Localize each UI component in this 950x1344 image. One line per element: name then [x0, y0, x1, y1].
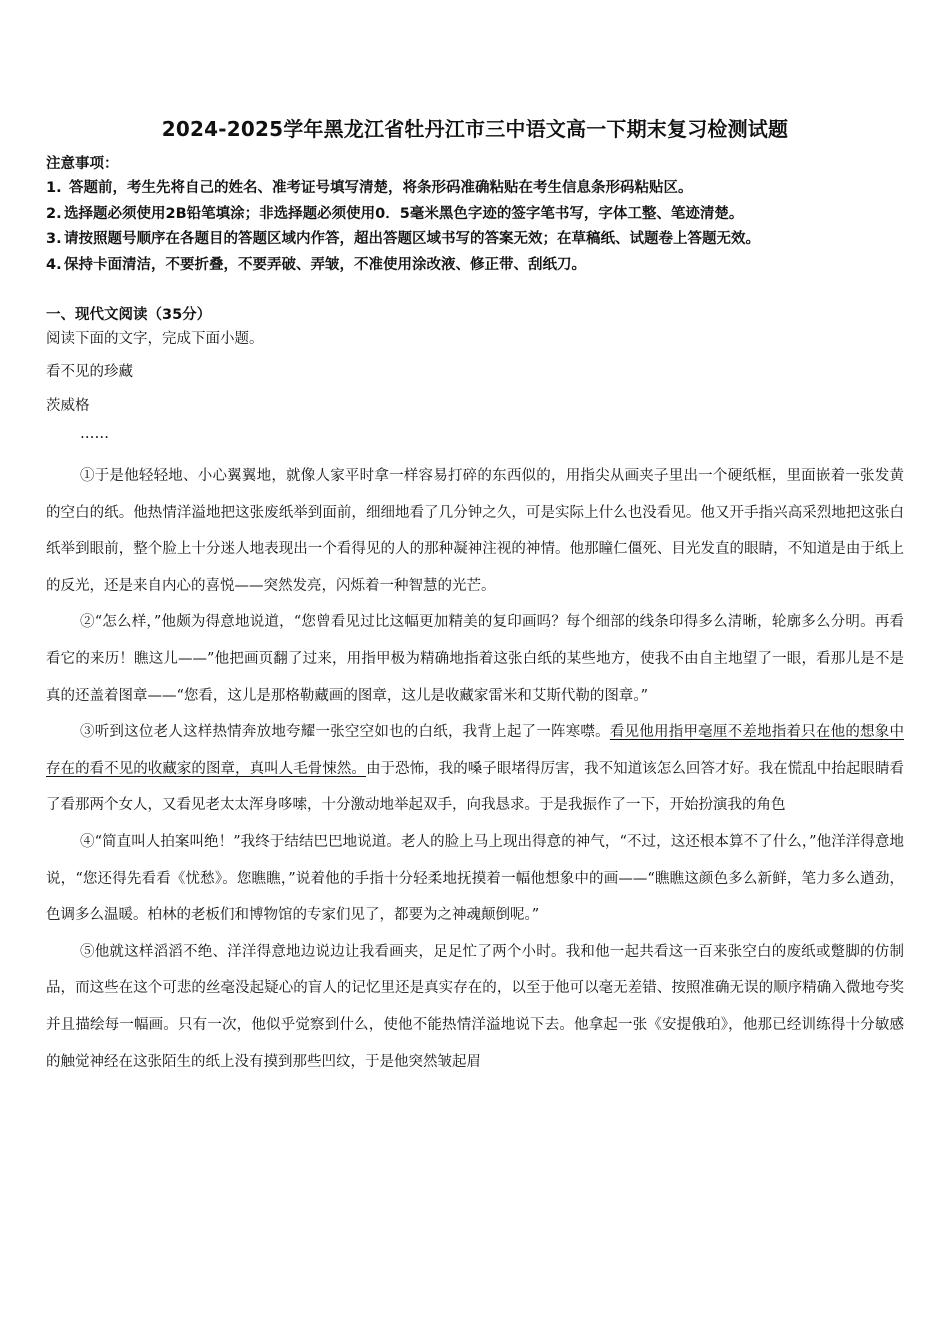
notice-item-text: 选择题必须使用2B铅笔填涂；非选择题必须使用0．5毫米黑色字迹的签字笔书写，字体工整、笔迹清楚。 — [64, 205, 744, 222]
paragraph-3-start: ③听到这位老人这样热情奔放地夸耀一张空空如也的白纸，我背上起了一阵寒噤。 — [80, 724, 610, 741]
notice-item-number: 4. — [46, 256, 62, 273]
paragraph-3-end: 由于恐怖，我的嗓子眼堵得厉害，我不知道该怎么回答才好。我在慌乱中抬起眼睛看了看那两个女人，又看见老太太浑身哆嗦，十分激动地举起双手，向我恳求。于是我振作了一下，开始扮演我的角色 — [46, 760, 905, 814]
notice-item — [46, 202, 916, 228]
paragraph-4: ④“简直叫人拍案叫绝！”我终于结结巴巴地说道。老人的脸上马上现出得意的神气，“不过，这还根本算不了什么，”他洋洋得意地说，“您还得先看看《忧愁》。您瞧瞧，”说着他的手指十分轻柔地抚摸着一幅他想象中的画——“瞧瞧这颜色多么新鲜，笔力多么遒劲，色调多么温暖。柏林的老板们和博物馆的专家们见了，都要为之神魂颠倒呢。” — [46, 833, 904, 924]
paragraph-3 — [46, 714, 904, 824]
article-body — [46, 458, 904, 1080]
notice-item-text: 保持卡面清洁，不要折叠，不要弄破、弄皱，不准使用涂改液、修正带、刮纸刀。 — [64, 256, 586, 273]
article-author: 茨威格 — [46, 398, 90, 414]
notice-item-text: 请按照题号顺序在各题目的答题区域内作答，超出答题区域书写的答案无效；在草稿纸、试题卷上答题无效。 — [64, 231, 760, 247]
notice-item-number: 1. — [46, 180, 62, 196]
notice-item-number: 2. — [46, 205, 62, 222]
notice-item — [46, 176, 916, 202]
paragraph-2: ②“怎么样，”他颇为得意地说道，“您曾看见过比这幅更加精美的复印画吗？每个细部的线条印得多么清晰，轮廓多么分明。再看看它的来历！瞧这儿——”他把画页翻了过来，用指甲极为精确地指着这张白纸的某些地方，使我不由自主地望了一眼，看那儿是不是真的还盖着图章——“您看，这儿是那格勒藏画的图章，这儿是收藏家雷米和艾斯代勒的图章。” — [46, 614, 904, 704]
notice-item-number: 3. — [46, 231, 62, 247]
paragraph-5: ⑤他就这样滔滔不绝、洋洋得意地边说边让我看画夹，足足忙了两个小时。我和他一起共看这一百来张空白的废纸或蹩脚的仿制品，而这些在这个可悲的丝毫没起疑心的盲人的记忆里还是真实存在的，以至于他可以毫无差错、按照准确无误的顺序精确入微地夸奖并且描绘每一幅画。只有一次，他似乎觉察到什么，使他不能热情洋溢地说下去。他拿起一张《安提俄珀》，他那已经训练得十分敏感的触觉神经在这张陌生的纸上没有摸到那些凹纹，于是他突然皱起眉 — [46, 943, 904, 1070]
notice-item — [46, 253, 916, 279]
article-title: 看不见的珍藏 — [46, 364, 133, 380]
underlined-sentence: 看见他用指甲毫厘不差地指着只在他的想象中存在的看不见的收藏家的图章，真叫人毛骨悚然。 — [46, 724, 905, 777]
article-ellipsis: …… — [80, 426, 109, 442]
notice-list — [46, 176, 916, 278]
exam-title: 2024-2025学年黑龙江省牡丹江市三中语文高一下期末复习检测试题 — [161, 117, 789, 141]
notice-item — [46, 227, 916, 253]
reading-instruction: 阅读下面的文字，完成下面小题。 — [46, 331, 264, 347]
paragraph-1: ①于是他轻轻地、小心翼翼地，就像人家平时拿一样容易打碎的东西似的，用指尖从画夹子里出一个硬纸框，里面嵌着一张发黄的空白的纸。他热情洋溢地把这张废纸举到面前，细细地看了几分钟之久，可是实际上什么也没看见。他又开手指兴高采烈地把这张白纸举到眼前，整个脸上十分迷人地表现出一个看得见的人的那种凝神注视的神情。他那瞳仁僵死、目光发直的眼睛，不知道是由于纸上的反光，还是来自内心的喜悦——突然发亮，闪烁着一种智慧的光芒。 — [46, 468, 904, 594]
notice-item-text: 答题前，考生先将自己的姓名、准考证号填写清楚，将条形码准确粘贴在考生信息条形码粘贴区。 — [64, 180, 693, 196]
section-heading: 一、现代文阅读（35分） — [46, 307, 212, 323]
notice-heading: 注意事项： — [46, 156, 119, 172]
